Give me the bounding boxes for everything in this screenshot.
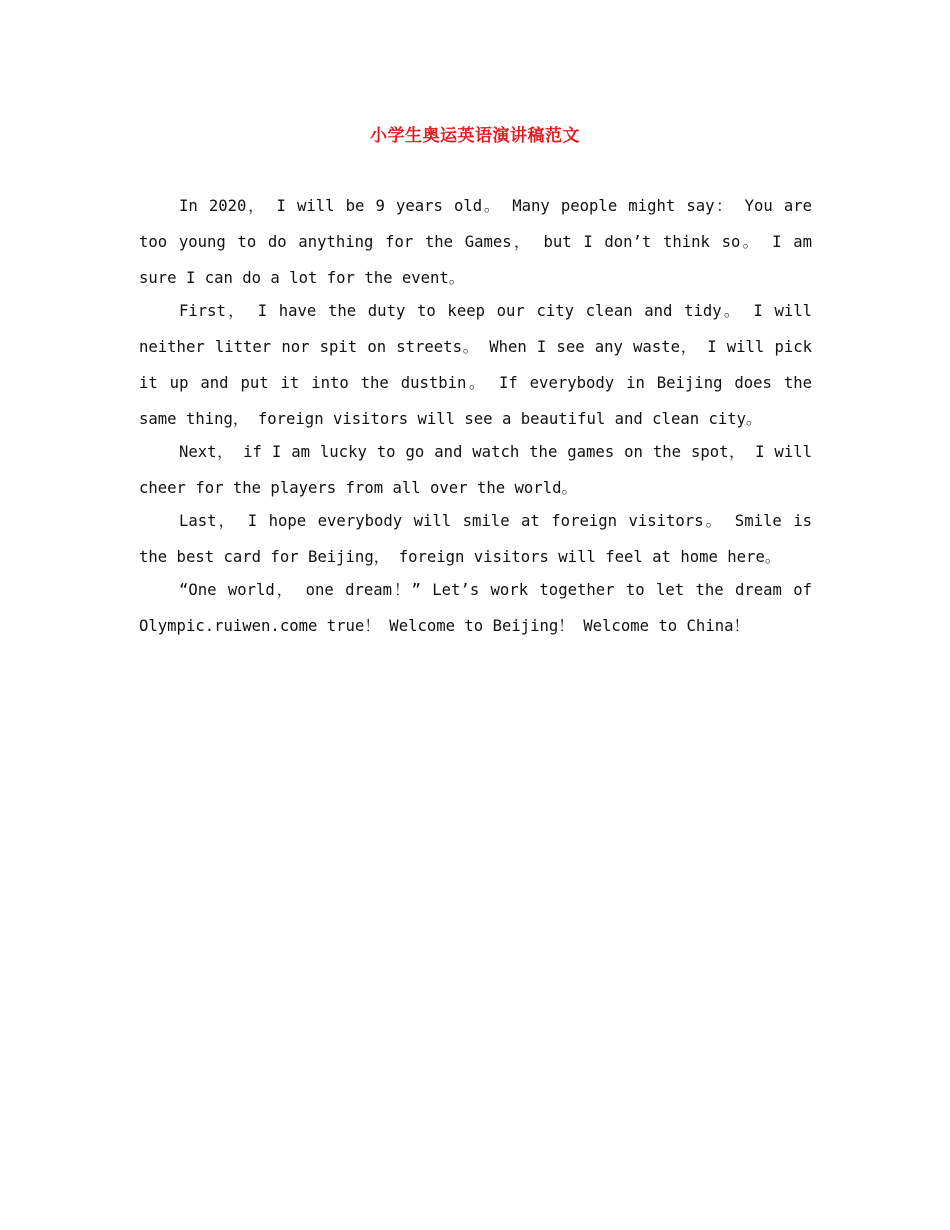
document-body (139, 188, 812, 641)
paragraph-4: Last， I hope everybody will smile at foreign visitors。 Smile is the best card for Beijing， foreign visitors will feel at home here。 (139, 512, 812, 566)
paragraph-5: “One world， one dream！” Let’s work together to let the dream of Olympic.ruiwen.come true！ Welcome to Beijing！ Welcome to China！ (139, 581, 812, 635)
paragraph-1: In 2020， I will be 9 years old。 Many people might say： You are too young to do anything for the Games， but I don’t think so。 I am sure I can do a lot for the event。 (139, 197, 812, 287)
paragraph-2: First， I have the duty to keep our city clean and tidy。 I will neither litter nor spit on streets。 When I see any waste， I will pick it up and put it into the dustbin。 If everybody in Beijing does the same thing， foreign visitors will see a beautiful and clean city。 (139, 302, 812, 428)
paragraph-3: Next， if I am lucky to go and watch the games on the spot， I will cheer for the players from all over the world。 (139, 443, 812, 497)
document-title: 小学生奥运英语演讲稿范文 (370, 126, 580, 146)
